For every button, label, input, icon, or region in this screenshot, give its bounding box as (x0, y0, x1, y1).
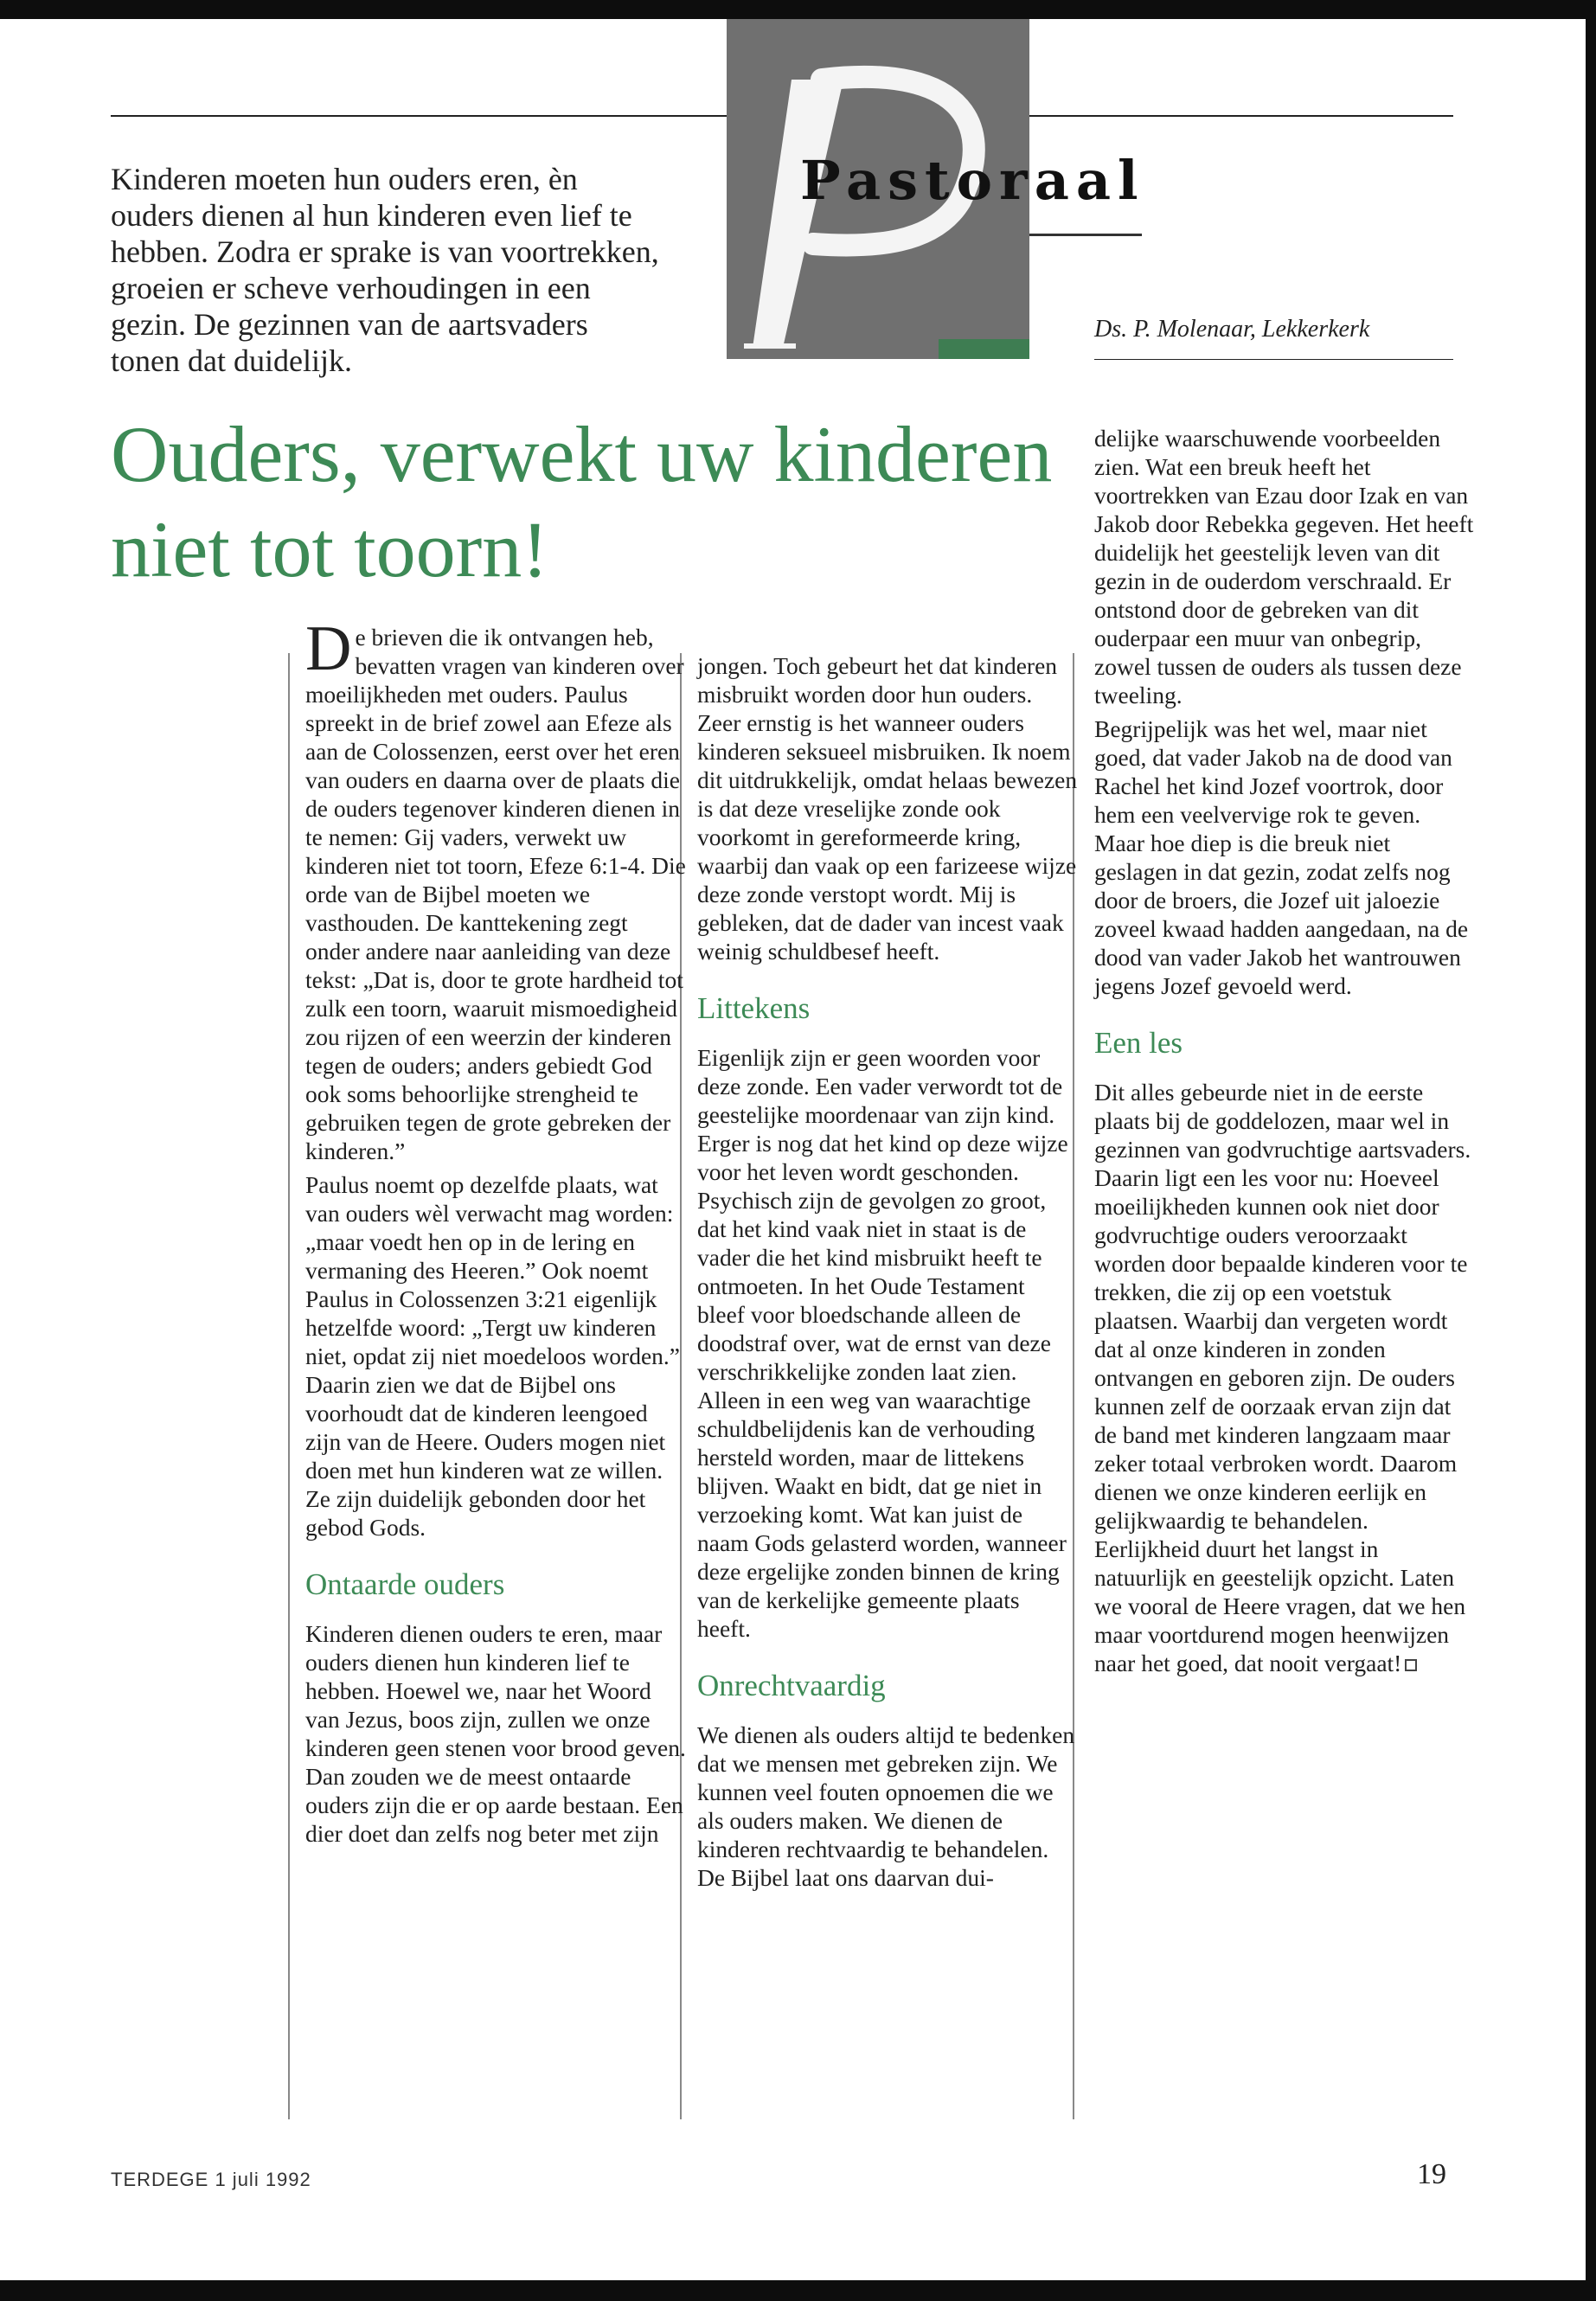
col1-paragraph-2: Paulus noemt op dezelfde plaats, wat van ouders wèl verwacht mag worden: „maar voedt hen op in de lering en vermaning des Heeren.” Ook noemt Paulus in Colossenzen 3:21 eigenlijk hetzelfde woord: „Tergt uw kinderen niet, opdat zij niet moedeloos worden.” Daarin zien we dat de Bijbel ons voorhoudt dat de kinderen leengoed zijn van de Heere. Ouders mogen niet doen met hun kinderen wat ze willen. Ze zijn duidelijk gebonden door het gebod Gods. (305, 1171, 681, 1541)
col2-paragraph-2: Eigenlijk zijn er geen woorden voor deze zonde. Een vader verwordt tot de geestelijke moordenaar van zijn kind. Erger is nog dat het kind op deze wijze voor het leven wordt geschonden. Psychisch zijn de gevolgen zo groot, dat het kind vaak niet in staat is de vader die het kind misbruikt heeft te ontmoeten. In het Oude Testament bleef voor bloedschande alleen de doodstraf over, wat de ernst van deze verschrikkelijke zonden laat zien. Alleen in een weg van waarachtige schuldbelijdenis kan de verhouding hersteld worden, maar de littekens blijven. Waakt en bidt, dat ge niet in verzoeking komt. Wat kan juist de naam Gods gelasterd worden, wanneer deze ergelijke zonden binnen de kring van de kerkelijke gemeente plaats heeft. (697, 1044, 1068, 1642)
page-number: 19 (1417, 2158, 1446, 2190)
article-title: Ouders, verwekt uw kinderen niet tot toorn! (111, 410, 1053, 593)
end-of-article-icon (1405, 1659, 1417, 1671)
drop-cap: D (305, 613, 352, 684)
page-frame-right (1586, 0, 1596, 2301)
col1-paragraph-3: Kinderen dienen ouders te eren, maar ouders dienen hun kinderen lief te hebben. Hoewel we, naar het Woord van Jezus, boos zijn, zullen we onze kinderen geen stenen voor brood geven. Dan zouden we de meest ontaarde ouders zijn die er op aarde bestaan. Een dier doet dan zelfs nog beter met zijn (305, 1620, 686, 1847)
article-column-3 (1094, 424, 1475, 1682)
section-label-underline (1029, 234, 1142, 236)
heading-een-les: Een les (1094, 1026, 1183, 1060)
heading-littekens: Littekens (697, 991, 811, 1025)
article-column-2 (697, 651, 1078, 1897)
col2-paragraph-3: We dienen als ouders altijd te bedenken dat we mensen met gebreken zijn. We kunnen veel fouten opnoemen die we als ouders maken. We dienen de kinderen rechtvaardig te behandelen. De Bijbel laat ons daarvan dui- (697, 1721, 1075, 1891)
header-rule-left (111, 115, 727, 117)
heading-ontaarde-ouders: Ontaarde ouders (305, 1567, 505, 1601)
col1-paragraph-1-text: e brieven die ik ontvangen heb, bevatten vragen van kinderen over moeilijkheden met ouders. Paulus spreekt in de brief zowel aan Efeze als aan de Colossenzen, eerst over het eren van ouders en daarna over de plaats die de ouders tegenover kinderen dienen in te nemen: Gij vaders, verwekt uw kinderen niet tot toorn, Efeze 6:1-4. Die orde van de Bijbel moeten we vasthouden. De kanttekening zegt onder andere naar aanleiding van deze tekst: „Dat is, door te grote hardheid tot zulk een toorn, waaruit mismoedigheid zou rijzen of een weerzin der kinderen tegen de ouders; anders gebiedt God ook soms behoorlijke strengheid te gebruiken tegen de grote gebreken der kinderen.” (305, 624, 686, 1164)
footer-publication: TERDEGE 1 juli 1992 (111, 2169, 311, 2190)
section-label: Pastoraal (800, 149, 1145, 212)
byline-rule (1094, 359, 1453, 360)
heading-onrechtvaardig: Onrechtvaardig (697, 1669, 886, 1702)
header-rule-right (1029, 115, 1453, 117)
col2-paragraph-1: jongen. Toch gebeurt het dat kinderen misbruikt worden door hun ouders. Zeer ernstig is het wanneer ouders kinderen seksueel misbruiken. Ik noem dit uitdrukkelijk, omdat helaas bewezen is dat deze vreselijke zonde ook voorkomt in gereformeerde kring, waarbij dan vaak op een farizeese wijze deze zonde verstopt wordt. Mij is gebleken, dat de dader van incest vaak weinig schuldbesef heeft. (697, 652, 1078, 965)
page-frame-bottom (0, 2280, 1596, 2301)
col3-paragraph-1: delijke waarschuwende voorbeelden zien. Wat een breuk heeft het voortrekken van Ezau door Izak en van Jakob door Rebekka gegeven. Het heeft duidelijk het geestelijk leven van dit gezin in de ouderdom verschraald. Er ontstond door de gebreken van dit ouderpaar een muur van onbegrip, zowel tussen de ouders als tussen deze tweeling. (1094, 425, 1474, 708)
col3-paragraph-3-text: Dit alles gebeurde niet in de eerste plaats bij de goddelozen, maar wel in gezinnen van godvruchtige aartsvaders. Daarin ligt een les voor nu: Hoeveel moeilijkheden kunnen ook niet door godvruchtige ouders veroorzaakt worden door bepaalde kinderen voor te trekken, die zij op een voetstuk plaatsen. Waarbij dan vergeten wordt dat al onze kinderen in zonden ontvangen en geboren zijn. De ouders kunnen zelf de oorzaak ervan zijn dat de band met kinderen langzaam maar zeker totaal verbroken wordt. Daarom dienen we onze kinderen eerlijk en gelijkwaardig te behandelen. Eerlijkheid duurt het langst in natuurlijk en geestelijk opzicht. Laten we vooral de Heere vragen, dat we hen maar voortdurend mogen heenwijzen naar het goed, dat nooit vergaat! (1094, 1079, 1471, 1676)
col3-paragraph-3 (1094, 1078, 1475, 1677)
col1-paragraph-1 (305, 613, 686, 1165)
col3-paragraph-2: Begrijpelijk was het wel, maar niet goed, dat vader Jakob na de dood van Rachel het kind Jozef voortrok, door hem een veelvervige rok te geven. Maar hoe diep is die breuk niet geslagen in dat gezin, zodat zelfs nog door de broers, die Jozef uit jaloezie zoveel kwaad hadden aangedaan, na de dood van vader Jakob het wantrouwen jegens Jozef gevoeld werd. (1094, 715, 1469, 999)
author-byline: Ds. P. Molenaar, Lekkerkerk (1094, 316, 1370, 343)
column-divider-1 (288, 653, 290, 2119)
intro-paragraph: Kinderen moeten hun ouders eren, èn ouders dienen al hun kinderen even lief te hebben. Zodra er sprake is van voortrekken, groeien er scheve verhoudingen in een gezin. De gezinnen van de aartsvaders tonen dat duidelijk. (111, 162, 659, 378)
article-column-1 (305, 613, 686, 1853)
page-frame-top (0, 0, 1596, 19)
